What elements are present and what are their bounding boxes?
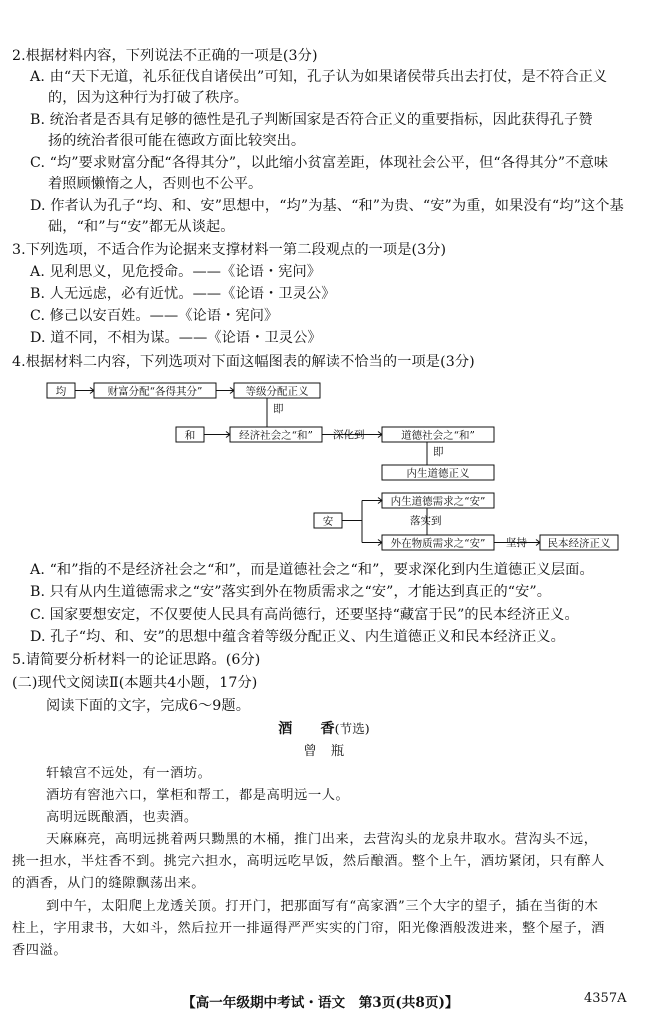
passage-paragraph-4-line-2: 挑一担水，半炷香不到。挑完六担水，高明远吃早饭，然后酿酒。整个上午，酒坊紧闭，只有醉人 xyxy=(12,854,605,869)
question-3-stem: 3.下列选项，不适合作为论据来支撑材料一第二段观点的一项是(3分) xyxy=(12,242,447,258)
question-3-option-a: A. 见利思义，见危授命。——《论语・宪问》 xyxy=(30,264,322,280)
question-3-option-b: B. 人无远虑，必有近忧。——《论语・卫灵公》 xyxy=(30,286,336,302)
box-he-label: 和 xyxy=(184,429,196,442)
question-2-option-b-line-2: 扬的统治者很可能在德政方面比较突出。 xyxy=(48,133,306,149)
box-economic-harmony-label: 经济社会之“和” xyxy=(239,429,313,442)
question-4-stem: 4.根据材料二内容，下列选项对下面这幅图表的解读不恰当的一项是(3分) xyxy=(12,354,475,370)
passage-paragraph-3: 高明远既酿酒，也卖酒。 xyxy=(46,810,198,825)
box-hierarchy-justice-label: 等级分配正义 xyxy=(245,385,309,398)
paper-code: 4357A xyxy=(584,991,627,1006)
passage-paragraph-5-line-2: 柱上，字用隶书，大如斗，然后拉开一排逼得严严实实的门帘，阳光像酒般泼进来，整个屋子，酒 xyxy=(12,921,605,936)
question-2-option-b-line-1: B. 统治者是否具有足够的德性是孔子判断国家是否符合正义的重要指标，因此获得孔子赞 xyxy=(30,112,593,128)
passage-title: 酒 香 xyxy=(278,721,335,737)
passage-title-row xyxy=(0,719,648,739)
passage-paragraph-5-line-1: 到中午，太阳爬上龙透关顶。打开门，把那面写有“高家酒”三个大字的望子，插在当街的木 xyxy=(46,899,599,914)
passage-paragraph-4-line-1: 天麻麻亮，高明远挑着两只黝黑的木桶，推门出来，去营沟头的龙泉井取水。营沟头不远， xyxy=(46,832,598,847)
question-2-option-c-line-1: C. “均”要求财富分配“各得其分”，以此缩小贫富差距，体现社会公平，但“各得其分”不意味 xyxy=(30,155,609,171)
passage-paragraph-2: 酒坊有窖池六口，掌柜和帮工，都是高明远一人。 xyxy=(46,788,350,803)
label-deepen: 深化到 xyxy=(333,429,365,441)
question-4-option-c: C. 国家要想安定，不仅要使人民具有高尚德行，还要坚持“藏富于民”的民本经济正义。 xyxy=(30,607,579,623)
box-jun-label: 均 xyxy=(55,385,67,398)
question-2-option-c-line-2: 着照顾懒惰之人，否则也不公平。 xyxy=(48,176,263,192)
passage-paragraph-5-line-3: 香四溢。 xyxy=(12,943,68,958)
box-moral-harmony-label: 道德社会之“和” xyxy=(401,429,475,442)
passage-author: 曾 瓶 xyxy=(303,744,345,759)
label-adhere: 坚持 xyxy=(506,537,527,549)
question-3-option-d: D. 道不同，不相为谋。——《论语・卫灵公》 xyxy=(30,330,322,346)
question-3-option-c: C. 修己以安百姓。——《论语・宪问》 xyxy=(30,308,279,324)
question-4-option-a: A. “和”指的不是经济社会之“和”，而是道德社会之“和”，要求深化到内生道德正义层面。 xyxy=(30,562,594,578)
passage-paragraph-1: 轩辕宫不远处，有一酒坊。 xyxy=(46,766,212,781)
box-people-economic-justice-label: 民本经济正义 xyxy=(547,537,611,550)
question-2-option-d-line-1: D. 作者认为孔子“均、和、安”思想中，“均”为基、“和”为贵、“安”为重，如果没有“均”这个基 xyxy=(30,198,624,214)
question-2-option-a-line-1: A. 由“天下无道，礼乐征伐自诸侯出”可知，孔子认为如果诸侯带兵出去打仗，是不符合正义 xyxy=(30,69,608,85)
question-2-stem: 2.根据材料内容，下列说法不正确的一项是(3分) xyxy=(12,48,318,64)
label-ji-1: 即 xyxy=(273,403,284,415)
reading-instruction: 阅读下面的文字，完成6～9题。 xyxy=(46,698,250,714)
passage-title-note: (节选) xyxy=(334,721,370,736)
box-wealth-distribution-label: 财富分配“各得其分” xyxy=(107,385,203,398)
box-material-need-label: 外在物质需求之“安” xyxy=(390,537,486,550)
section-heading: (二)现代文阅读Ⅱ(本题共4小题，17分) xyxy=(12,675,258,691)
question-2-option-a-line-2: 的，因为这种行为打破了秩序。 xyxy=(48,90,249,106)
question-4-option-b: B. 只有从内生道德需求之“安”落实到外在物质需求之“安”，才能达到真正的“安”。 xyxy=(30,584,552,600)
passage-paragraph-4-line-3: 的酒香，从门的缝隙飘荡出来。 xyxy=(12,876,206,891)
box-inner-moral-need-label: 内生道德需求之“安” xyxy=(390,495,486,508)
box-an-label: 安 xyxy=(322,515,334,528)
question-2-option-d-line-2: 础，“和”与“安”都无从谈起。 xyxy=(48,219,235,235)
label-ji-2: 即 xyxy=(433,446,444,458)
page-footer: 【高一年级期中考试・语文 第3页(共8页)】 xyxy=(182,995,459,1011)
question-5-stem: 5.请简要分析材料一的论证思路。(6分) xyxy=(12,652,261,668)
box-inner-moral-justice-label: 内生道德正义 xyxy=(406,467,470,480)
question-4-option-d: D. 孔子“均、和、安”的思想中蕴含着等级分配正义、内生道德正义和民本经济正义。 xyxy=(30,629,565,645)
concept-flow-diagram xyxy=(46,382,621,554)
label-implement: 落实到 xyxy=(410,515,442,527)
